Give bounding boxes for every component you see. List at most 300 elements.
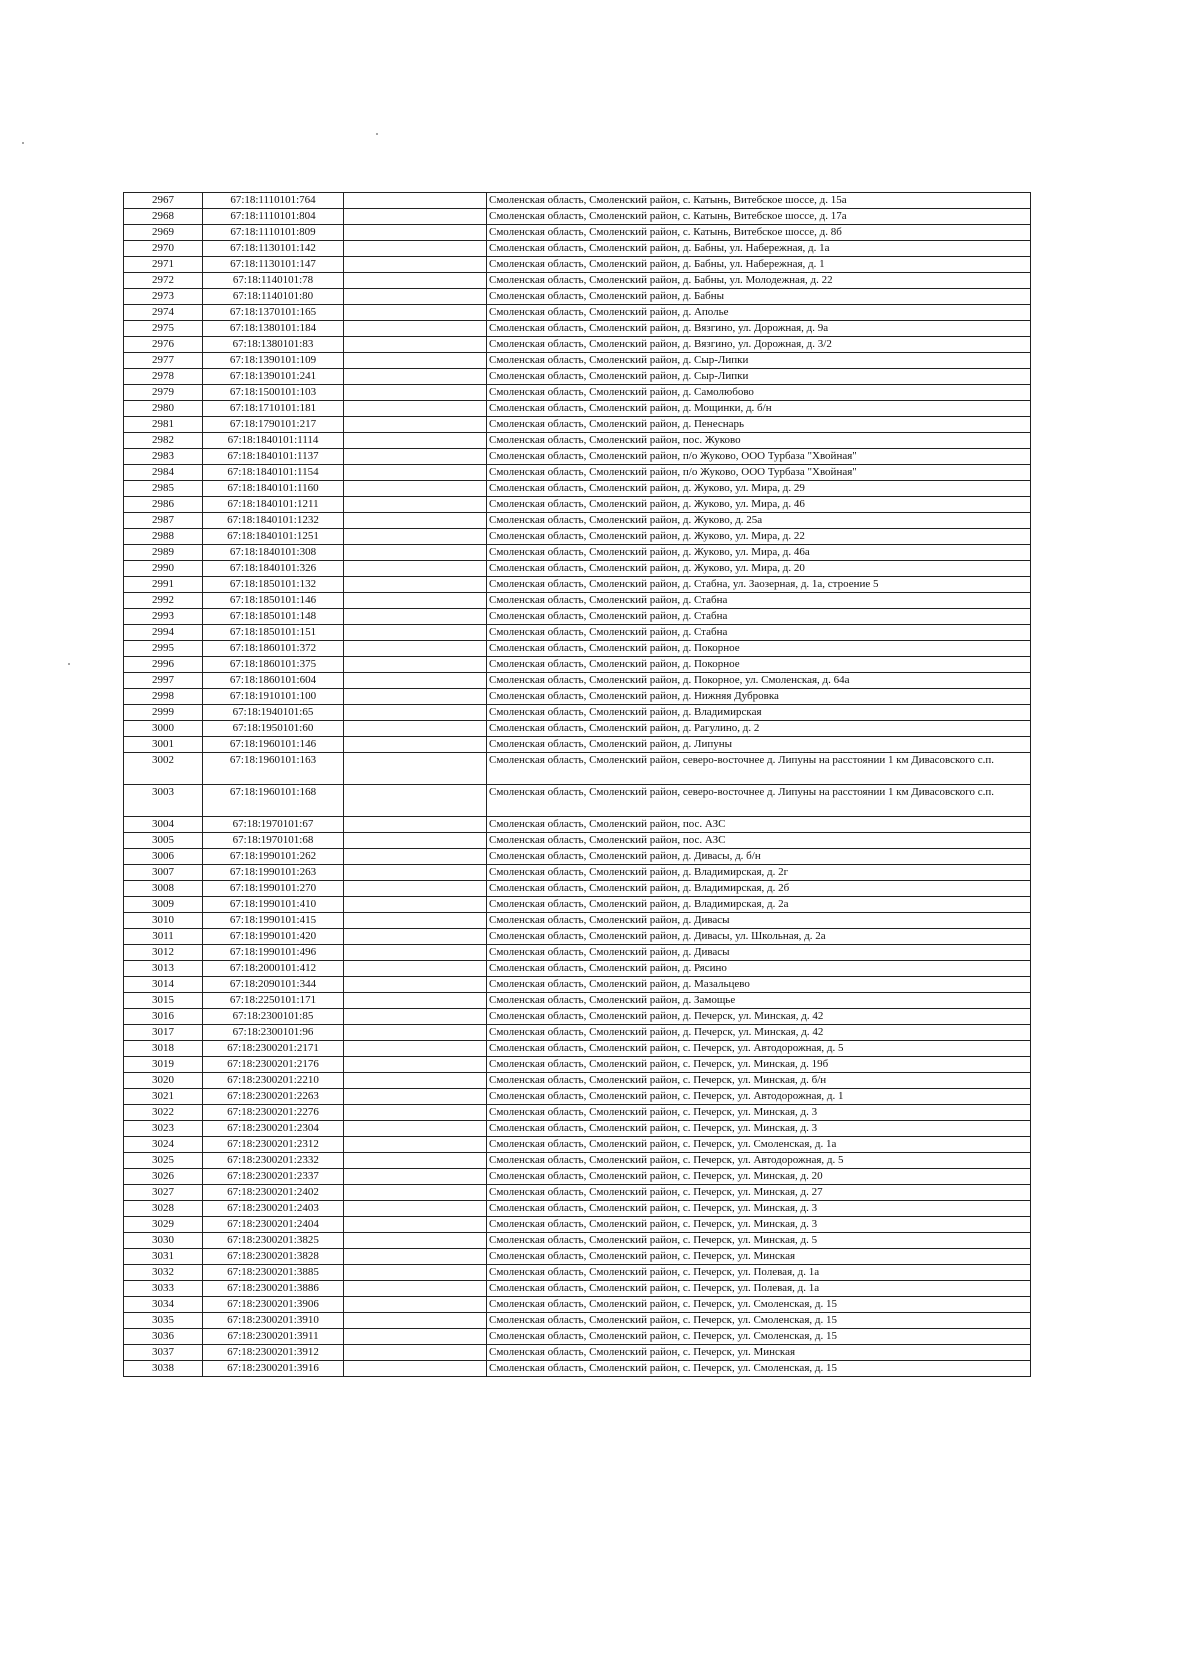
table-row: [124, 1185, 1031, 1201]
cadastral-number-cell: 67:18:1990101:410: [203, 897, 344, 913]
table-row: [124, 705, 1031, 721]
empty-cell: [344, 1025, 487, 1041]
row-number-cell: 2976: [124, 337, 203, 353]
empty-cell: [344, 689, 487, 705]
table-row: [124, 497, 1031, 513]
table-row: [124, 225, 1031, 241]
empty-cell: [344, 353, 487, 369]
empty-cell: [344, 625, 487, 641]
empty-cell: [344, 1345, 487, 1361]
cadastral-number-cell: 67:18:1370101:165: [203, 305, 344, 321]
cadastral-number-cell: 67:18:1840101:1251: [203, 529, 344, 545]
empty-cell: [344, 321, 487, 337]
row-number-cell: 3000: [124, 721, 203, 737]
empty-cell: [344, 833, 487, 849]
address-cell: Смоленская область, Смоленский район, с. Печерск, ул. Минская, д. 20: [487, 1169, 1031, 1185]
table-row: [124, 561, 1031, 577]
cadastral-number-cell: 67:18:1380101:83: [203, 337, 344, 353]
table-row: [124, 1041, 1031, 1057]
table-row: [124, 1057, 1031, 1073]
address-cell: Смоленская область, Смоленский район, д. Бабны, ул. Набережная, д. 1: [487, 257, 1031, 273]
table-row: [124, 609, 1031, 625]
table-row: [124, 849, 1031, 865]
address-cell: Смоленская область, Смоленский район, с. Печерск, ул. Смоленская, д. 15: [487, 1329, 1031, 1345]
empty-cell: [344, 641, 487, 657]
cadastral-number-cell: 67:18:2250101:171: [203, 993, 344, 1009]
row-number-cell: 3011: [124, 929, 203, 945]
row-number-cell: 2975: [124, 321, 203, 337]
empty-cell: [344, 929, 487, 945]
table-row: [124, 641, 1031, 657]
table-row: [124, 321, 1031, 337]
cadastral-number-cell: 67:18:1990101:263: [203, 865, 344, 881]
empty-cell: [344, 577, 487, 593]
address-cell: Смоленская область, Смоленский район, с. Печерск, ул. Смоленская, д. 15: [487, 1313, 1031, 1329]
table-row: [124, 1121, 1031, 1137]
row-number-cell: 3014: [124, 977, 203, 993]
table-row: [124, 449, 1031, 465]
cadastral-number-cell: 67:18:1840101:1211: [203, 497, 344, 513]
cadastral-number-cell: 67:18:1860101:375: [203, 657, 344, 673]
address-cell: Смоленская область, Смоленский район, д. Липуны: [487, 737, 1031, 753]
address-cell: Смоленская область, Смоленский район, д. Сыр-Липки: [487, 353, 1031, 369]
address-cell: Смоленская область, Смоленский район, д. Самолюбово: [487, 385, 1031, 401]
address-cell: Смоленская область, Смоленский район, д. Печерск, ул. Минская, д. 42: [487, 1009, 1031, 1025]
row-number-cell: 3006: [124, 849, 203, 865]
empty-cell: [344, 1201, 487, 1217]
row-number-cell: 2970: [124, 241, 203, 257]
address-cell: Смоленская область, Смоленский район, д. Стабна: [487, 625, 1031, 641]
address-cell: Смоленская область, Смоленский район, северо-восточнее д. Липуны на расстоянии 1 км Дивасовского с.п.: [487, 753, 1031, 785]
row-number-cell: 2973: [124, 289, 203, 305]
row-number-cell: 2994: [124, 625, 203, 641]
empty-cell: [344, 1041, 487, 1057]
address-cell: Смоленская область, Смоленский район, с. Катынь, Витебское шоссе, д. 8б: [487, 225, 1031, 241]
row-number-cell: 3031: [124, 1249, 203, 1265]
cadastral-number-cell: 67:18:1910101:100: [203, 689, 344, 705]
empty-cell: [344, 417, 487, 433]
row-number-cell: 3029: [124, 1217, 203, 1233]
table-row: [124, 305, 1031, 321]
address-cell: Смоленская область, Смоленский район, с. Катынь, Витебское шоссе, д. 17а: [487, 209, 1031, 225]
scan-speck: [68, 663, 70, 665]
cadastral-number-cell: 67:18:2300101:85: [203, 1009, 344, 1025]
cadastral-number-cell: 67:18:1850101:132: [203, 577, 344, 593]
address-cell: Смоленская область, Смоленский район, п/о Жуково, ООО Турбаза "Хвойная": [487, 449, 1031, 465]
empty-cell: [344, 881, 487, 897]
row-number-cell: 2969: [124, 225, 203, 241]
table-row: [124, 1073, 1031, 1089]
table-row: [124, 1025, 1031, 1041]
empty-cell: [344, 1057, 487, 1073]
address-cell: Смоленская область, Смоленский район, д. Владимирская: [487, 705, 1031, 721]
row-number-cell: 3010: [124, 913, 203, 929]
table-row: [124, 433, 1031, 449]
empty-cell: [344, 993, 487, 1009]
address-cell: Смоленская область, Смоленский район, д. Жуково, ул. Мира, д. 29: [487, 481, 1031, 497]
cadastral-number-cell: 67:18:2300201:3916: [203, 1361, 344, 1377]
empty-cell: [344, 1249, 487, 1265]
row-number-cell: 3028: [124, 1201, 203, 1217]
cadastral-number-cell: 67:18:2000101:412: [203, 961, 344, 977]
cadastral-number-cell: 67:18:1840101:326: [203, 561, 344, 577]
cadastral-number-cell: 67:18:1990101:420: [203, 929, 344, 945]
table-row: [124, 1201, 1031, 1217]
table-row: [124, 1169, 1031, 1185]
address-cell: Смоленская область, Смоленский район, д. Сыр-Липки: [487, 369, 1031, 385]
address-cell: Смоленская область, Смоленский район, д. Жуково, ул. Мира, д. 46а: [487, 545, 1031, 561]
table-row: [124, 1217, 1031, 1233]
cadastral-number-cell: 67:18:1840101:1137: [203, 449, 344, 465]
empty-cell: [344, 1361, 487, 1377]
cadastral-number-cell: 67:18:2300201:2403: [203, 1201, 344, 1217]
empty-cell: [344, 225, 487, 241]
row-number-cell: 2989: [124, 545, 203, 561]
empty-cell: [344, 561, 487, 577]
row-number-cell: 2985: [124, 481, 203, 497]
cadastral-number-cell: 67:18:1990101:496: [203, 945, 344, 961]
cadastral-number-cell: 67:18:1970101:68: [203, 833, 344, 849]
cadastral-number-cell: 67:18:2300201:2337: [203, 1169, 344, 1185]
empty-cell: [344, 1121, 487, 1137]
empty-cell: [344, 913, 487, 929]
address-cell: Смоленская область, Смоленский район, северо-восточнее д. Липуны на расстоянии 1 км Дивасовского с.п.: [487, 785, 1031, 817]
row-number-cell: 3030: [124, 1233, 203, 1249]
cadastral-number-cell: 67:18:2300201:3885: [203, 1265, 344, 1281]
empty-cell: [344, 593, 487, 609]
empty-cell: [344, 817, 487, 833]
cadastral-number-cell: 67:18:1990101:270: [203, 881, 344, 897]
address-cell: Смоленская область, Смоленский район, с. Печерск, ул. Минская, д. 27: [487, 1185, 1031, 1201]
address-cell: Смоленская область, Смоленский район, с. Печерск, ул. Минская, д. 3: [487, 1217, 1031, 1233]
row-number-cell: 2981: [124, 417, 203, 433]
empty-cell: [344, 1233, 487, 1249]
cadastral-number-cell: 67:18:2300201:3828: [203, 1249, 344, 1265]
cadastral-number-cell: 67:18:2300201:3910: [203, 1313, 344, 1329]
address-cell: Смоленская область, Смоленский район, с. Печерск, ул. Автодорожная, д. 5: [487, 1041, 1031, 1057]
row-number-cell: 2993: [124, 609, 203, 625]
row-number-cell: 2978: [124, 369, 203, 385]
empty-cell: [344, 449, 487, 465]
row-number-cell: 3035: [124, 1313, 203, 1329]
cadastral-number-cell: 67:18:1390101:241: [203, 369, 344, 385]
row-number-cell: 3018: [124, 1041, 203, 1057]
cadastral-number-cell: 67:18:2300201:3912: [203, 1345, 344, 1361]
empty-cell: [344, 289, 487, 305]
address-cell: Смоленская область, Смоленский район, п/о Жуково, ООО Турбаза "Хвойная": [487, 465, 1031, 481]
address-cell: Смоленская область, Смоленский район, д. Покорное: [487, 641, 1031, 657]
table-row: [124, 513, 1031, 529]
address-cell: Смоленская область, Смоленский район, д. Дивасы: [487, 945, 1031, 961]
address-cell: Смоленская область, Смоленский район, с. Печерск, ул. Смоленская, д. 15: [487, 1297, 1031, 1313]
empty-cell: [344, 977, 487, 993]
table-row: [124, 593, 1031, 609]
row-number-cell: 3007: [124, 865, 203, 881]
cadastral-number-cell: 67:18:2300201:2332: [203, 1153, 344, 1169]
table-row: [124, 945, 1031, 961]
empty-cell: [344, 721, 487, 737]
address-cell: Смоленская область, Смоленский район, с. Печерск, ул. Смоленская, д. 1а: [487, 1137, 1031, 1153]
empty-cell: [344, 1281, 487, 1297]
cadastral-number-cell: 67:18:2300101:96: [203, 1025, 344, 1041]
empty-cell: [344, 1153, 487, 1169]
empty-cell: [344, 193, 487, 209]
row-number-cell: 2990: [124, 561, 203, 577]
cadastral-number-cell: 67:18:2300201:2312: [203, 1137, 344, 1153]
table-row: [124, 977, 1031, 993]
registry-table-body: [124, 193, 1031, 1377]
table-row: [124, 1105, 1031, 1121]
table-row: [124, 545, 1031, 561]
address-cell: Смоленская область, Смоленский район, с. Печерск, ул. Автодорожная, д. 1: [487, 1089, 1031, 1105]
address-cell: Смоленская область, Смоленский район, д. Рагулино, д. 2: [487, 721, 1031, 737]
row-number-cell: 3036: [124, 1329, 203, 1345]
empty-cell: [344, 385, 487, 401]
cadastral-number-cell: 67:18:1110101:804: [203, 209, 344, 225]
address-cell: Смоленская область, Смоленский район, с. Печерск, ул. Минская, д. 3: [487, 1105, 1031, 1121]
empty-cell: [344, 241, 487, 257]
cadastral-number-cell: 67:18:1840101:1232: [203, 513, 344, 529]
row-number-cell: 3015: [124, 993, 203, 1009]
row-number-cell: 3016: [124, 1009, 203, 1025]
row-number-cell: 3038: [124, 1361, 203, 1377]
address-cell: Смоленская область, Смоленский район, д. Бабны, ул. Набережная, д. 1а: [487, 241, 1031, 257]
cadastral-number-cell: 67:18:2300201:2402: [203, 1185, 344, 1201]
empty-cell: [344, 1265, 487, 1281]
table-row: [124, 337, 1031, 353]
row-number-cell: 3009: [124, 897, 203, 913]
cadastral-number-cell: 67:18:2300201:3825: [203, 1233, 344, 1249]
cadastral-number-cell: 67:18:1850101:151: [203, 625, 344, 641]
address-cell: Смоленская область, Смоленский район, с. Печерск, ул. Полевая, д. 1а: [487, 1281, 1031, 1297]
empty-cell: [344, 545, 487, 561]
row-number-cell: 2987: [124, 513, 203, 529]
row-number-cell: 2991: [124, 577, 203, 593]
row-number-cell: 2988: [124, 529, 203, 545]
empty-cell: [344, 1137, 487, 1153]
cadastral-number-cell: 67:18:1960101:146: [203, 737, 344, 753]
cadastral-number-cell: 67:18:1380101:184: [203, 321, 344, 337]
empty-cell: [344, 1329, 487, 1345]
address-cell: Смоленская область, Смоленский район, д. Вязгино, ул. Дорожная, д. 3/2: [487, 337, 1031, 353]
empty-cell: [344, 273, 487, 289]
row-number-cell: 2986: [124, 497, 203, 513]
empty-cell: [344, 481, 487, 497]
row-number-cell: 2992: [124, 593, 203, 609]
cadastral-number-cell: 67:18:1840101:308: [203, 545, 344, 561]
empty-cell: [344, 609, 487, 625]
table-row: [124, 865, 1031, 881]
empty-cell: [344, 1297, 487, 1313]
empty-cell: [344, 1185, 487, 1201]
row-number-cell: 3003: [124, 785, 203, 817]
empty-cell: [344, 369, 487, 385]
cadastral-number-cell: 67:18:1850101:148: [203, 609, 344, 625]
row-number-cell: 3022: [124, 1105, 203, 1121]
empty-cell: [344, 465, 487, 481]
row-number-cell: 2997: [124, 673, 203, 689]
row-number-cell: 3017: [124, 1025, 203, 1041]
empty-cell: [344, 1105, 487, 1121]
cadastral-number-cell: 67:18:1860101:604: [203, 673, 344, 689]
table-row: [124, 1089, 1031, 1105]
cadastral-number-cell: 67:18:2300201:2176: [203, 1057, 344, 1073]
address-cell: Смоленская область, Смоленский район, с. Печерск, ул. Минская, д. б/н: [487, 1073, 1031, 1089]
address-cell: Смоленская область, Смоленский район, с. Печерск, ул. Полевая, д. 1а: [487, 1265, 1031, 1281]
table-row: [124, 1361, 1031, 1377]
address-cell: Смоленская область, Смоленский район, д. Жуково, ул. Мира, д. 20: [487, 561, 1031, 577]
empty-cell: [344, 257, 487, 273]
cadastral-number-cell: 67:18:1990101:262: [203, 849, 344, 865]
row-number-cell: 2980: [124, 401, 203, 417]
row-number-cell: 2998: [124, 689, 203, 705]
address-cell: Смоленская область, Смоленский район, д. Аполье: [487, 305, 1031, 321]
address-cell: Смоленская область, Смоленский район, д. Бабны: [487, 289, 1031, 305]
address-cell: Смоленская область, Смоленский район, д. Замощье: [487, 993, 1031, 1009]
cadastral-number-cell: 67:18:1950101:60: [203, 721, 344, 737]
row-number-cell: 3032: [124, 1265, 203, 1281]
row-number-cell: 3024: [124, 1137, 203, 1153]
address-cell: Смоленская область, Смоленский район, пос. АЗС: [487, 817, 1031, 833]
table-row: [124, 689, 1031, 705]
table-row: [124, 465, 1031, 481]
table-row: [124, 929, 1031, 945]
empty-cell: [344, 753, 487, 785]
row-number-cell: 2979: [124, 385, 203, 401]
empty-cell: [344, 945, 487, 961]
row-number-cell: 2984: [124, 465, 203, 481]
empty-cell: [344, 705, 487, 721]
empty-cell: [344, 305, 487, 321]
address-cell: Смоленская область, Смоленский район, д. Мощинки, д. б/н: [487, 401, 1031, 417]
table-row: [124, 833, 1031, 849]
cadastral-number-cell: 67:18:1790101:217: [203, 417, 344, 433]
table-row: [124, 1345, 1031, 1361]
table-row: [124, 1281, 1031, 1297]
cadastral-number-cell: 67:18:1970101:67: [203, 817, 344, 833]
address-cell: Смоленская область, Смоленский район, д. Дивасы, д. б/н: [487, 849, 1031, 865]
empty-cell: [344, 401, 487, 417]
table-row: [124, 913, 1031, 929]
row-number-cell: 2977: [124, 353, 203, 369]
row-number-cell: 3033: [124, 1281, 203, 1297]
address-cell: Смоленская область, Смоленский район, д. Покорное: [487, 657, 1031, 673]
row-number-cell: 3025: [124, 1153, 203, 1169]
address-cell: Смоленская область, Смоленский район, д. Жуково, д. 25а: [487, 513, 1031, 529]
cadastral-number-cell: 67:18:2300201:3911: [203, 1329, 344, 1345]
address-cell: Смоленская область, Смоленский район, с. Печерск, ул. Автодорожная, д. 5: [487, 1153, 1031, 1169]
table-row: [124, 1153, 1031, 1169]
empty-cell: [344, 337, 487, 353]
address-cell: Смоленская область, Смоленский район, д. Стабна: [487, 609, 1031, 625]
cadastral-number-cell: 67:18:1840101:1160: [203, 481, 344, 497]
empty-cell: [344, 897, 487, 913]
empty-cell: [344, 513, 487, 529]
empty-cell: [344, 737, 487, 753]
empty-cell: [344, 1073, 487, 1089]
row-number-cell: 3026: [124, 1169, 203, 1185]
address-cell: Смоленская область, Смоленский район, пос. АЗС: [487, 833, 1031, 849]
cadastral-number-cell: 67:18:2300201:2276: [203, 1105, 344, 1121]
cadastral-number-cell: 67:18:1110101:764: [203, 193, 344, 209]
cadastral-number-cell: 67:18:1850101:146: [203, 593, 344, 609]
empty-cell: [344, 673, 487, 689]
address-cell: Смоленская область, Смоленский район, д. Дивасы: [487, 913, 1031, 929]
address-cell: Смоленская область, Смоленский район, д. Владимирская, д. 2г: [487, 865, 1031, 881]
table-row: [124, 257, 1031, 273]
empty-cell: [344, 1313, 487, 1329]
table-row: [124, 273, 1031, 289]
table-row: [124, 1009, 1031, 1025]
row-number-cell: 2974: [124, 305, 203, 321]
address-cell: Смоленская область, Смоленский район, д. Владимирская, д. 2б: [487, 881, 1031, 897]
cadastral-number-cell: 67:18:2300201:2404: [203, 1217, 344, 1233]
cadastral-number-cell: 67:18:1990101:415: [203, 913, 344, 929]
table-row: [124, 881, 1031, 897]
cadastral-number-cell: 67:18:1500101:103: [203, 385, 344, 401]
row-number-cell: 2982: [124, 433, 203, 449]
address-cell: Смоленская область, Смоленский район, с. Печерск, ул. Минская, д. 3: [487, 1121, 1031, 1137]
table-row: [124, 1249, 1031, 1265]
row-number-cell: 3004: [124, 817, 203, 833]
address-cell: Смоленская область, Смоленский район, д. Владимирская, д. 2а: [487, 897, 1031, 913]
scan-speck: [22, 142, 24, 144]
table-row: [124, 417, 1031, 433]
table-row: [124, 481, 1031, 497]
table-row: [124, 961, 1031, 977]
empty-cell: [344, 209, 487, 225]
cadastral-number-cell: 67:18:2300201:3906: [203, 1297, 344, 1313]
cadastral-number-cell: 67:18:1710101:181: [203, 401, 344, 417]
address-cell: Смоленская область, Смоленский район, д. Нижняя Дубровка: [487, 689, 1031, 705]
address-cell: Смоленская область, Смоленский район, с. Печерск, ул. Минская, д. 19б: [487, 1057, 1031, 1073]
table-row: [124, 785, 1031, 817]
address-cell: Смоленская область, Смоленский район, д. Дивасы, ул. Школьная, д. 2а: [487, 929, 1031, 945]
address-cell: Смоленская область, Смоленский район, д. Печерск, ул. Минская, д. 42: [487, 1025, 1031, 1041]
empty-cell: [344, 1009, 487, 1025]
table-row: [124, 401, 1031, 417]
table-row: [124, 657, 1031, 673]
table-row: [124, 353, 1031, 369]
row-number-cell: 2983: [124, 449, 203, 465]
cadastral-number-cell: 67:18:1940101:65: [203, 705, 344, 721]
row-number-cell: 3037: [124, 1345, 203, 1361]
empty-cell: [344, 497, 487, 513]
empty-cell: [344, 1217, 487, 1233]
cadastral-number-cell: 67:18:1840101:1154: [203, 465, 344, 481]
address-cell: Смоленская область, Смоленский район, д. Мазальцево: [487, 977, 1031, 993]
row-number-cell: 3002: [124, 753, 203, 785]
table-row: [124, 817, 1031, 833]
address-cell: Смоленская область, Смоленский район, д. Покорное, ул. Смоленская, д. 64а: [487, 673, 1031, 689]
row-number-cell: 3020: [124, 1073, 203, 1089]
table-row: [124, 993, 1031, 1009]
table-row: [124, 737, 1031, 753]
cadastral-number-cell: 67:18:1140101:80: [203, 289, 344, 305]
cadastral-number-cell: 67:18:2300201:2304: [203, 1121, 344, 1137]
table-row: [124, 1313, 1031, 1329]
table-row: [124, 753, 1031, 785]
row-number-cell: 3027: [124, 1185, 203, 1201]
row-number-cell: 3001: [124, 737, 203, 753]
table-row: [124, 577, 1031, 593]
address-cell: Смоленская область, Смоленский район, пос. Жуково: [487, 433, 1031, 449]
table-row: [124, 529, 1031, 545]
table-row: [124, 1297, 1031, 1313]
row-number-cell: 2999: [124, 705, 203, 721]
row-number-cell: 3021: [124, 1089, 203, 1105]
table-row: [124, 721, 1031, 737]
